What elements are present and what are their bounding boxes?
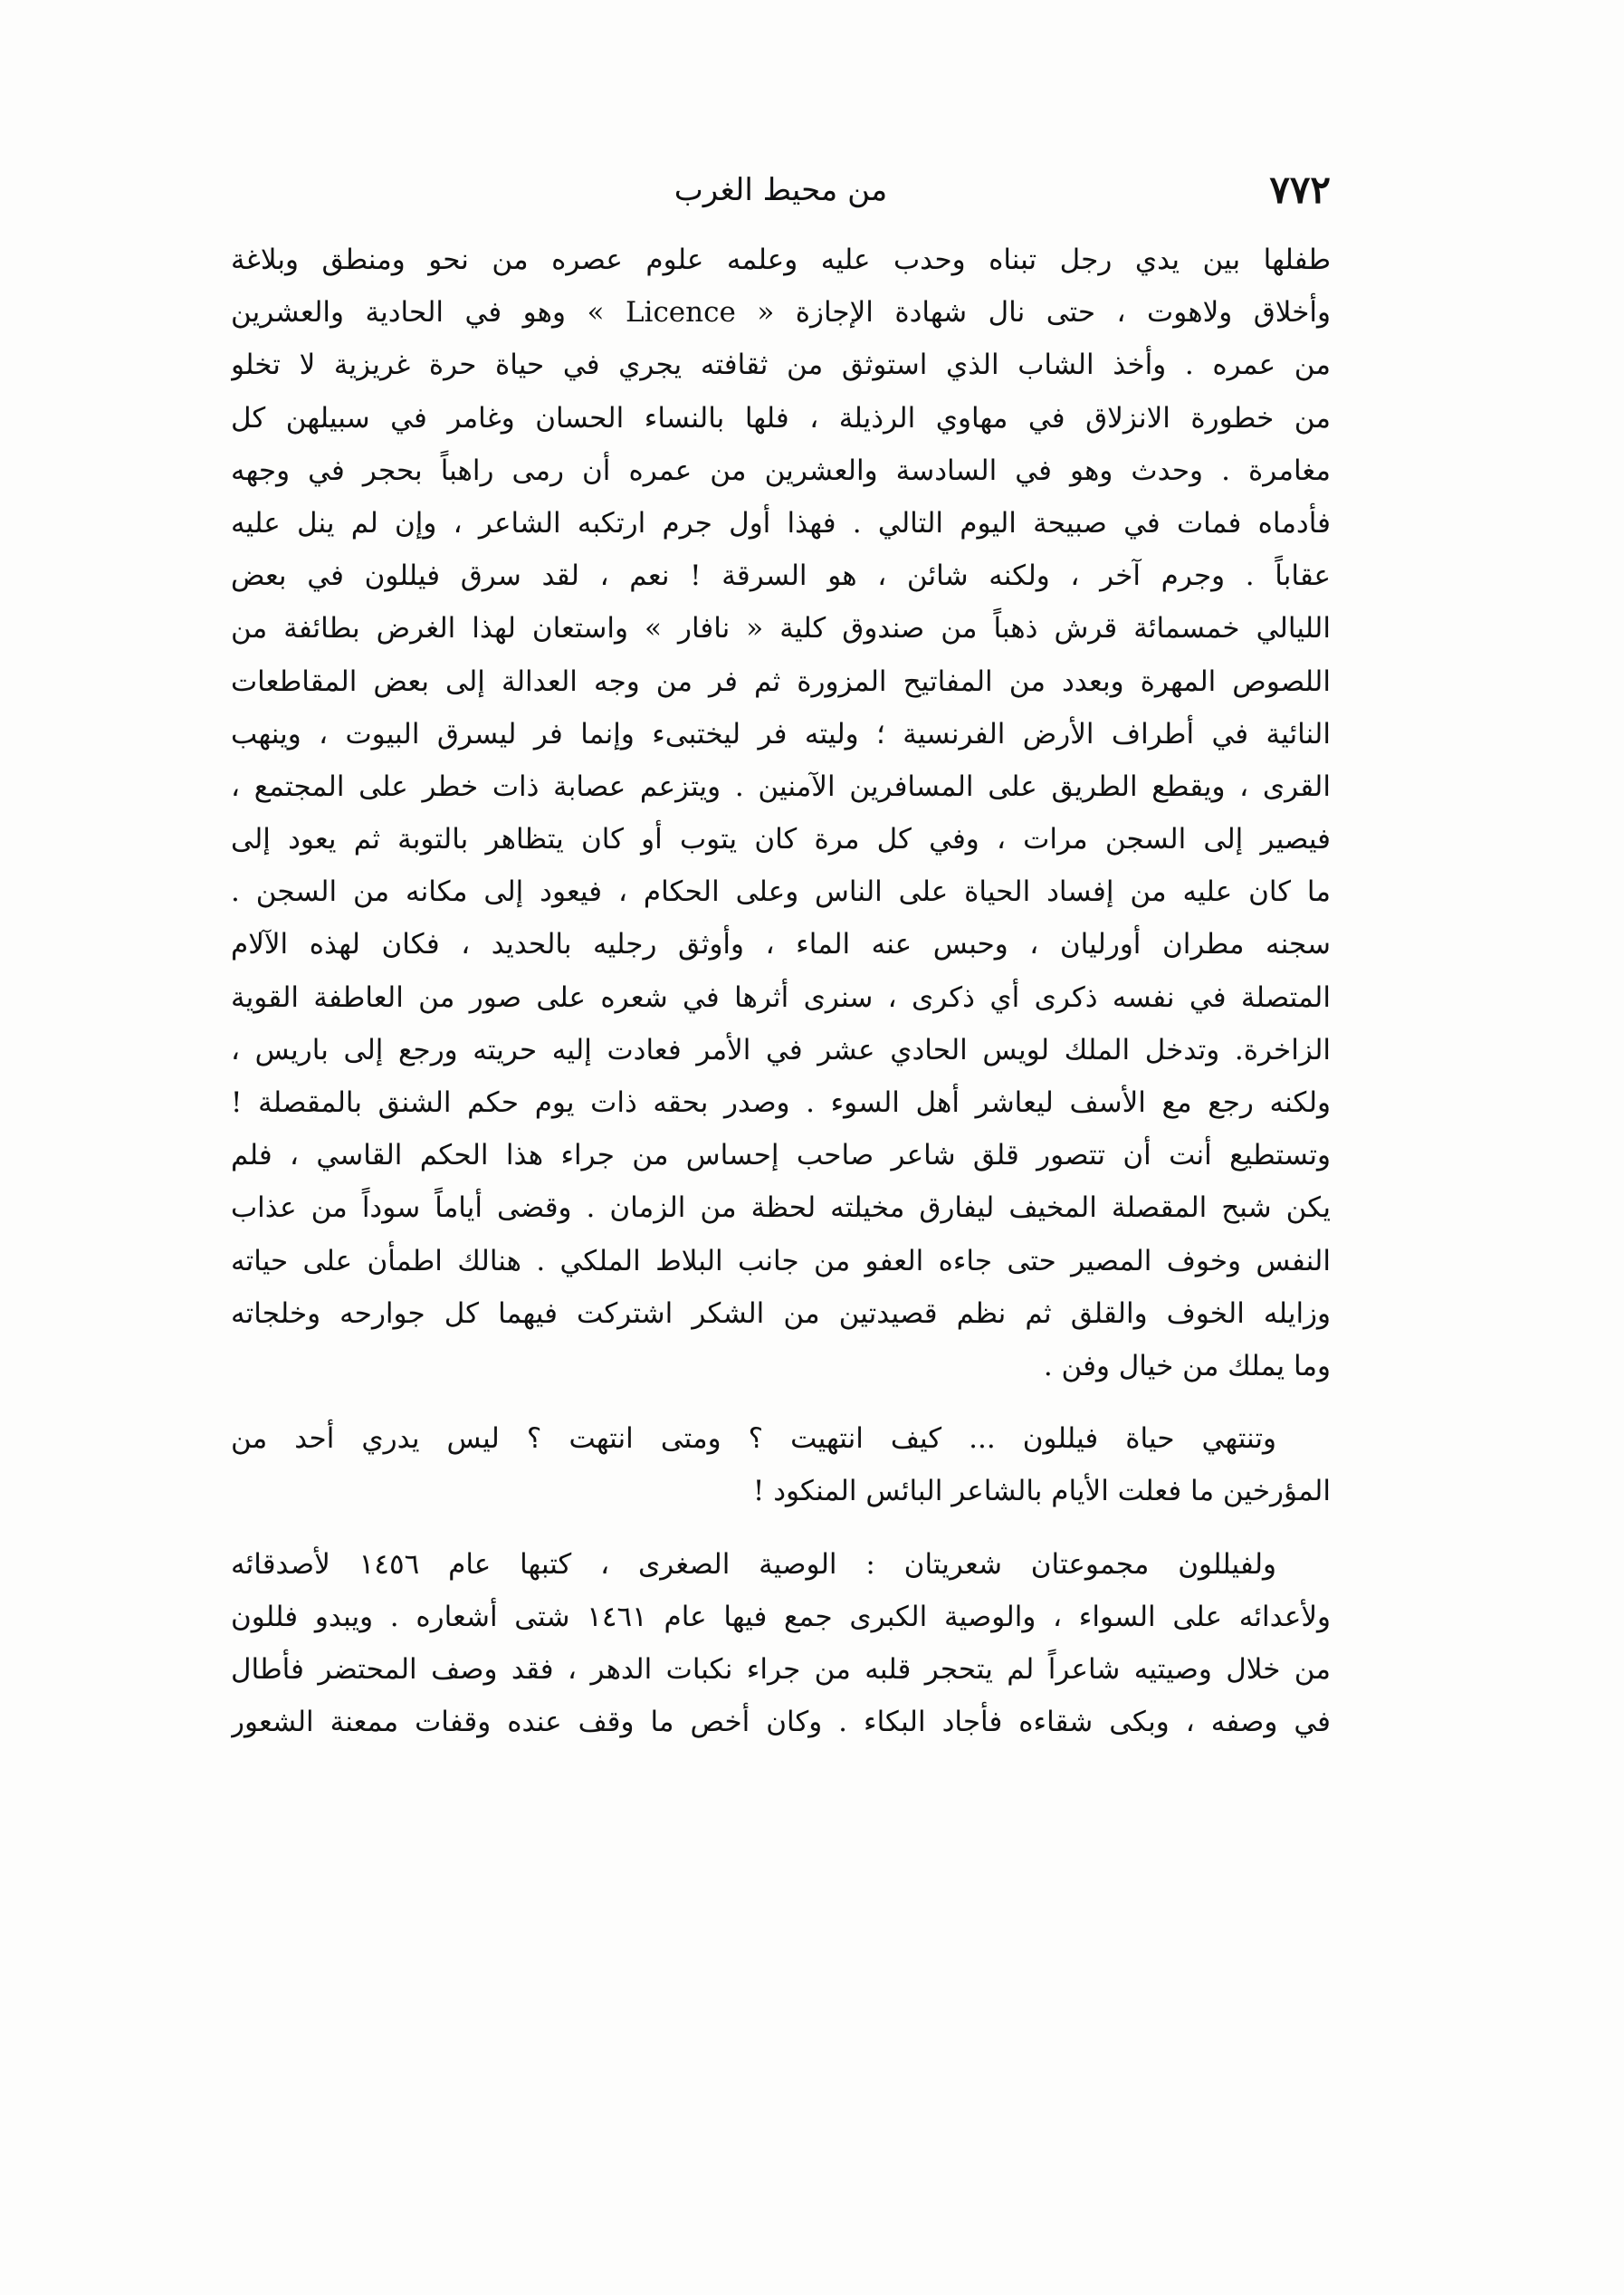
page-header (231, 163, 1331, 217)
paragraph-gap (231, 1392, 1331, 1412)
paragraph-3 (231, 1538, 1331, 1749)
text-line: ولفيللون مجموعتان شعريتان : الوصية الصغرى ، كتبها عام ١٤٥٦ لأصدقائه (231, 1547, 1277, 1581)
body-text (231, 234, 1331, 1748)
text-line: مغامرة . وحدث وهو في السادسة والعشرين من عمره أن رمى راهباً بحجر في وجهه (231, 454, 1331, 487)
text-line: طفلها بين يدي رجل تبناه وحدب عليه وعلمه علوم عصره من نحو ومنطق وبلاغة (231, 244, 1331, 276)
text-line: من خطورة الانزلاق في مهاوي الرذيلة ، فلها بالنساء الحسان وغامر في سبيلهن كل (231, 401, 1331, 435)
text-line: وتستطيع أنت أن تتصور قلق شاعر صاحب إحساس من جراء هذا الحكم القاسي ، فلم (231, 1139, 1331, 1172)
text-line: عقاباً . وجرم آخر ، ولكنه شائن ، هو السرقة ! نعم ، لقد سرق فيللون في بعض (231, 559, 1331, 593)
text-line: المتصلة في نفسه ذكرى أي ذكرى ، سنرى أثرها في شعره على صور من العاطفة القوية (231, 980, 1331, 1014)
running-title: من محيط الغرب (673, 172, 888, 208)
paragraph-2 (231, 1412, 1331, 1517)
text-line: النفس وخوف المصير حتى جاءه العفو من جانب البلاط الملكي . هنالك اطمأن على حياته (231, 1244, 1331, 1277)
paragraph-gap (231, 1518, 1331, 1538)
text-line: في وصفه ، وبكى شقاءه فأجاد البكاء . وكان أخص ما وقف عنده وقفات ممعنة الشعور (231, 1706, 1331, 1739)
text-line: ما كان عليه من إفساد الحياة على الناس وعلى الحكام ، فيعود إلى مكانه من السجن . (231, 875, 1331, 909)
text-line: من خلال وصيتيه شاعراً لم يتحجر قلبه من جراء نكبات الدهر ، فقد وصف المحتضر فأطال (231, 1652, 1331, 1686)
text-line: ولكنه رجع مع الأسف ليعاشر أهل السوء . وصدر بحقه ذات يوم حكم الشنق بالمقصلة ! (231, 1086, 1331, 1119)
page-number: ٧٧٢ (1269, 167, 1331, 212)
text-line: القرى ، ويقطع الطريق على المسافرين الآمنين . ويتزعم عصابة ذات خطر على المجتمع ، (231, 770, 1331, 803)
text-line: النائية في أطراف الأرض الفرنسية ؛ وليته فر ليختبىء وإنما فر ليسرق البيوت ، وينهب (231, 717, 1331, 751)
text-line: وزايله الخوف والقلق ثم نظم قصيدتين من الشكر اشتركت فيهما كل جوارحه وخلجاته (231, 1296, 1331, 1330)
text-line: يكن شبح المقصلة المخيف ليفارق مخيلته لحظة من الزمان . وقضى أياماً سوداً من عذاب (231, 1191, 1331, 1225)
text-line: الزاخرة. وتدخل الملك لويس الحادي عشر في الأمر فعادت إليه حريته ورجع إلى باريس ، (231, 1033, 1331, 1066)
text-line: سجنه مطران أورليان ، وحبس عنه الماء ، وأوثق رجليه بالحديد ، فكان لهذه الآلام (231, 928, 1331, 961)
text-line: اللصوص المهرة وبعدد من المفاتيح المزورة ثم فر من وجه العدالة إلى بعض المقاطعات (231, 665, 1331, 698)
text-line: المؤرخين ما فعلت الأيام بالشاعر البائس المنكود ! (752, 1475, 1331, 1508)
text-line: وتنتهي حياة فيللون ... كيف انتهيت ؟ ومتى انتهت ؟ ليس يدري أحد من (231, 1422, 1276, 1456)
text-line: ولأعدائه على السواء ، والوصية الكبرى جمع فيها عام ١٤٦١ شتى أشعاره . ويبدو فللون (231, 1600, 1331, 1633)
text-line: فيصير إلى السجن مرات ، وفي كل مرة كان يتوب أو كان يتظاهر بالتوبة ثم يعود إلى (231, 823, 1331, 856)
text-line: من عمره . وأخذ الشاب الذي استوثق من ثقافته يجري في حياة حرة غريزية لا تخلو (231, 349, 1331, 382)
paragraph-1 (231, 234, 1331, 1392)
text-line: الليالي خمسمائة قرش ذهباً من صندوق كلية « نافار » واستعان لهذا الغرض بطائفة من (231, 612, 1331, 645)
text-line: وما يملك من خيال وفن . (1043, 1349, 1331, 1382)
text-line: فأدماه فمات في صبيحة اليوم التالي . فهذا أول جرم ارتكبه الشاعر ، وإن لم ينل عليه (231, 506, 1331, 540)
text-line: وأخلاق ولاهوت ، حتى نال شهادة الإجازة « Licence » وهو في الحادية والعشرين (231, 296, 1331, 330)
